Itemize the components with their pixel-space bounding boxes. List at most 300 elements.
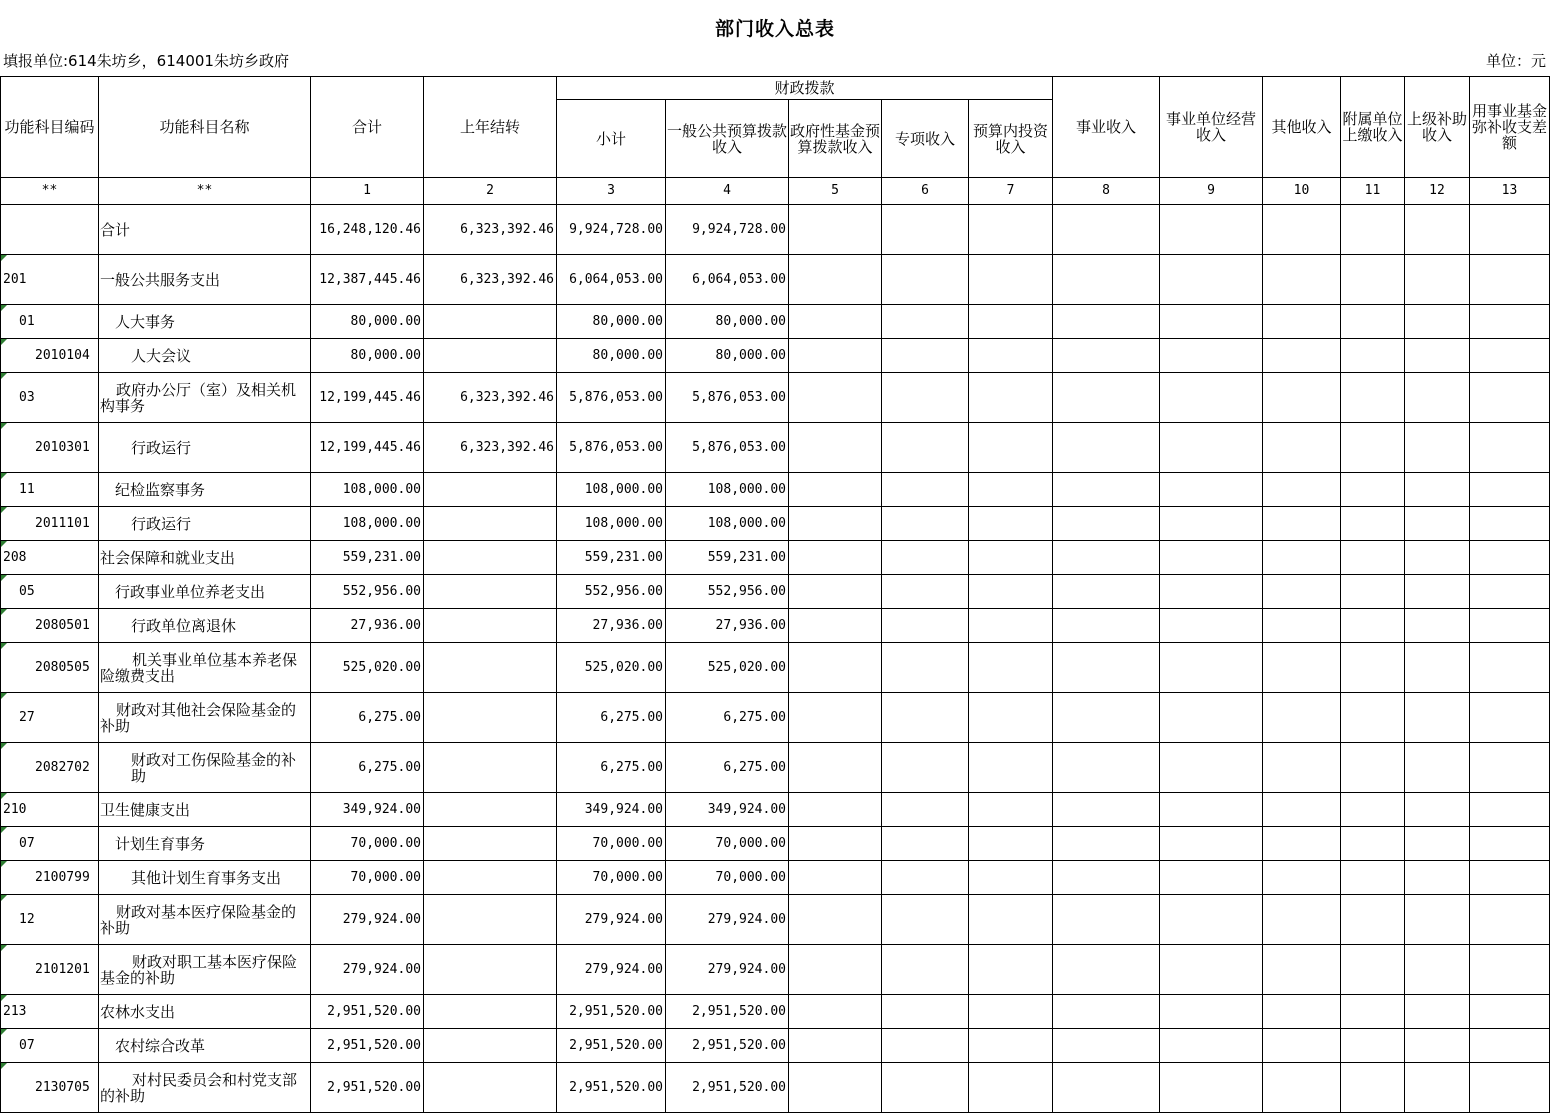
empty-cell xyxy=(1053,507,1160,541)
empty-cell xyxy=(1160,743,1263,793)
empty-cell xyxy=(1470,541,1550,575)
empty-cell xyxy=(969,609,1053,643)
empty-cell xyxy=(1341,861,1405,895)
row-name: 财政对基本医疗保险基金的补助 xyxy=(99,895,311,945)
row-general: 6,275.00 xyxy=(666,693,789,743)
row-total: 80,000.00 xyxy=(311,305,424,339)
empty-cell xyxy=(1053,945,1160,995)
empty-cell xyxy=(1263,643,1341,693)
row-total: 552,956.00 xyxy=(311,575,424,609)
header-subtotal: 小计 xyxy=(557,100,666,178)
empty-cell xyxy=(1160,473,1263,507)
empty-cell xyxy=(969,693,1053,743)
empty-cell xyxy=(969,373,1053,423)
empty-cell xyxy=(882,507,969,541)
empty-cell xyxy=(969,423,1053,473)
empty-cell xyxy=(1053,575,1160,609)
currency-unit: 单位：元 xyxy=(1485,52,1546,70)
empty-cell xyxy=(1470,861,1550,895)
empty-cell xyxy=(789,643,882,693)
empty-cell xyxy=(1341,827,1405,861)
empty-cell xyxy=(1263,423,1341,473)
row-total: 12,199,445.46 xyxy=(311,423,424,473)
empty-cell xyxy=(1160,643,1263,693)
empty-cell xyxy=(882,609,969,643)
row-code: 07 xyxy=(1,827,99,861)
empty-cell xyxy=(1341,373,1405,423)
row-general: 559,231.00 xyxy=(666,541,789,575)
row-code: 2101201 xyxy=(1,945,99,995)
empty-cell xyxy=(1263,305,1341,339)
empty-cell xyxy=(969,507,1053,541)
empty-cell xyxy=(1160,609,1263,643)
empty-cell xyxy=(1053,895,1160,945)
row-name: 其他计划生育事务支出 xyxy=(99,861,311,895)
row-name: 社会保障和就业支出 xyxy=(99,541,311,575)
empty-cell xyxy=(1053,643,1160,693)
empty-cell xyxy=(1341,507,1405,541)
index-cell: 7 xyxy=(969,178,1053,205)
row-name: 农林水支出 xyxy=(99,995,311,1029)
empty-cell xyxy=(789,507,882,541)
empty-cell xyxy=(969,743,1053,793)
empty-cell xyxy=(1263,945,1341,995)
table-row xyxy=(1,541,1550,575)
row-total: 12,199,445.46 xyxy=(311,373,424,423)
empty-cell xyxy=(789,473,882,507)
row-name: 纪检监察事务 xyxy=(99,473,311,507)
empty-cell xyxy=(1263,861,1341,895)
row-name: 计划生育事务 xyxy=(99,827,311,861)
row-name: 对村民委员会和村党支部的补助 xyxy=(99,1063,311,1113)
row-subtotal: 27,936.00 xyxy=(557,609,666,643)
empty-cell xyxy=(1470,945,1550,995)
empty-cell xyxy=(1341,1063,1405,1113)
row-code: 201 xyxy=(1,255,99,305)
row-subtotal: 5,876,053.00 xyxy=(557,423,666,473)
empty-cell xyxy=(882,205,969,255)
empty-cell xyxy=(969,305,1053,339)
row-carry xyxy=(424,507,557,541)
empty-cell xyxy=(882,423,969,473)
empty-cell xyxy=(882,1063,969,1113)
table-row xyxy=(1,793,1550,827)
row-name: 财政对职工基本医疗保险基金的补助 xyxy=(99,945,311,995)
empty-cell xyxy=(882,827,969,861)
empty-cell xyxy=(1053,1029,1160,1063)
empty-cell xyxy=(969,205,1053,255)
table-row xyxy=(1,693,1550,743)
empty-cell xyxy=(882,995,969,1029)
row-name: 行政事业单位养老支出 xyxy=(99,575,311,609)
table-row xyxy=(1,1063,1550,1113)
row-general: 279,924.00 xyxy=(666,895,789,945)
table-row xyxy=(1,995,1550,1029)
empty-cell xyxy=(789,693,882,743)
empty-cell xyxy=(1405,861,1470,895)
empty-cell xyxy=(789,575,882,609)
row-subtotal: 80,000.00 xyxy=(557,339,666,373)
empty-cell xyxy=(789,1063,882,1113)
header-upper: 上级补助收入 xyxy=(1405,77,1470,178)
row-name: 财政对工伤保险基金的补助 xyxy=(99,743,311,793)
empty-cell xyxy=(1470,1063,1550,1113)
row-total: 559,231.00 xyxy=(311,541,424,575)
row-code: 2080501 xyxy=(1,609,99,643)
empty-cell xyxy=(1263,1063,1341,1113)
row-carry xyxy=(424,541,557,575)
header-code: 功能科目编码 xyxy=(1,77,99,178)
row-total: 349,924.00 xyxy=(311,793,424,827)
empty-cell xyxy=(789,373,882,423)
empty-cell xyxy=(882,861,969,895)
header-affiliated: 附属单位上缴收入 xyxy=(1341,77,1405,178)
empty-cell xyxy=(789,339,882,373)
empty-cell xyxy=(1160,205,1263,255)
empty-cell xyxy=(1470,743,1550,793)
empty-cell xyxy=(1470,255,1550,305)
empty-cell xyxy=(882,1029,969,1063)
empty-cell xyxy=(882,643,969,693)
row-subtotal: 70,000.00 xyxy=(557,861,666,895)
empty-cell xyxy=(1160,827,1263,861)
row-total: 279,924.00 xyxy=(311,895,424,945)
empty-cell xyxy=(1470,339,1550,373)
row-general: 108,000.00 xyxy=(666,507,789,541)
row-general: 80,000.00 xyxy=(666,339,789,373)
table-row xyxy=(1,423,1550,473)
row-subtotal: 9,924,728.00 xyxy=(557,205,666,255)
table-body xyxy=(1,205,1550,1113)
empty-cell xyxy=(882,339,969,373)
row-code: 2011101 xyxy=(1,507,99,541)
empty-cell xyxy=(1405,995,1470,1029)
row-code: 2130705 xyxy=(1,1063,99,1113)
empty-cell xyxy=(969,473,1053,507)
empty-cell xyxy=(1053,205,1160,255)
empty-cell xyxy=(1341,423,1405,473)
empty-cell xyxy=(1405,1063,1470,1113)
empty-cell xyxy=(1341,473,1405,507)
row-total: 279,924.00 xyxy=(311,945,424,995)
row-name: 合计 xyxy=(99,205,311,255)
empty-cell xyxy=(1470,423,1550,473)
empty-cell xyxy=(1470,473,1550,507)
empty-cell xyxy=(1405,1029,1470,1063)
row-carry xyxy=(424,305,557,339)
header-operating: 事业单位经营收入 xyxy=(1160,77,1263,178)
empty-cell xyxy=(1405,373,1470,423)
empty-cell xyxy=(1470,793,1550,827)
index-cell: ** xyxy=(1,178,99,205)
row-name: 行政运行 xyxy=(99,423,311,473)
row-name: 人大会议 xyxy=(99,339,311,373)
row-subtotal: 2,951,520.00 xyxy=(557,1063,666,1113)
empty-cell xyxy=(1341,305,1405,339)
empty-cell xyxy=(789,541,882,575)
index-cell: 1 xyxy=(311,178,424,205)
row-total: 2,951,520.00 xyxy=(311,1063,424,1113)
empty-cell xyxy=(882,373,969,423)
empty-cell xyxy=(1405,305,1470,339)
row-general: 2,951,520.00 xyxy=(666,1029,789,1063)
empty-cell xyxy=(1160,373,1263,423)
empty-cell xyxy=(1470,895,1550,945)
empty-cell xyxy=(882,541,969,575)
header-general: 一般公共预算拨款收入 xyxy=(666,100,789,178)
row-general: 349,924.00 xyxy=(666,793,789,827)
empty-cell xyxy=(1263,255,1341,305)
table-row xyxy=(1,861,1550,895)
index-cell: 9 xyxy=(1160,178,1263,205)
empty-cell xyxy=(1160,305,1263,339)
row-name: 机关事业单位基本养老保险缴费支出 xyxy=(99,643,311,693)
row-carry xyxy=(424,945,557,995)
row-total: 70,000.00 xyxy=(311,861,424,895)
empty-cell xyxy=(969,1063,1053,1113)
header-govfund: 政府性基金预算拨款收入 xyxy=(789,100,882,178)
row-total: 16,248,120.46 xyxy=(311,205,424,255)
empty-cell xyxy=(1470,373,1550,423)
empty-cell xyxy=(1053,473,1160,507)
row-general: 525,020.00 xyxy=(666,643,789,693)
row-code: 208 xyxy=(1,541,99,575)
empty-cell xyxy=(1341,339,1405,373)
table-row xyxy=(1,305,1550,339)
row-subtotal: 559,231.00 xyxy=(557,541,666,575)
empty-cell xyxy=(789,995,882,1029)
row-carry: 6,323,392.46 xyxy=(424,423,557,473)
row-subtotal: 279,924.00 xyxy=(557,895,666,945)
empty-cell xyxy=(882,305,969,339)
row-subtotal: 349,924.00 xyxy=(557,793,666,827)
table-row xyxy=(1,255,1550,305)
empty-cell xyxy=(1341,945,1405,995)
empty-cell xyxy=(1341,575,1405,609)
empty-cell xyxy=(882,693,969,743)
header-fiscal-group: 财政拨款 xyxy=(557,77,1053,100)
row-code: 2100799 xyxy=(1,861,99,895)
table-row xyxy=(1,827,1550,861)
row-carry xyxy=(424,609,557,643)
empty-cell xyxy=(789,305,882,339)
row-general: 5,876,053.00 xyxy=(666,373,789,423)
row-general: 2,951,520.00 xyxy=(666,995,789,1029)
empty-cell xyxy=(1341,643,1405,693)
empty-cell xyxy=(1341,693,1405,743)
empty-cell xyxy=(789,827,882,861)
empty-cell xyxy=(789,423,882,473)
empty-cell xyxy=(789,743,882,793)
empty-cell xyxy=(1470,693,1550,743)
empty-cell xyxy=(1053,373,1160,423)
table-row xyxy=(1,1029,1550,1063)
row-carry xyxy=(424,743,557,793)
table-row xyxy=(1,373,1550,423)
empty-cell xyxy=(1405,473,1470,507)
row-code: 27 xyxy=(1,693,99,743)
table-row xyxy=(1,743,1550,793)
empty-cell xyxy=(1053,693,1160,743)
empty-cell xyxy=(1341,793,1405,827)
table-row xyxy=(1,205,1550,255)
empty-cell xyxy=(1160,861,1263,895)
row-carry xyxy=(424,861,557,895)
empty-cell xyxy=(1160,507,1263,541)
empty-cell xyxy=(789,255,882,305)
empty-cell xyxy=(882,793,969,827)
empty-cell xyxy=(1341,205,1405,255)
header-invest: 预算内投资收入 xyxy=(969,100,1053,178)
empty-cell xyxy=(1263,373,1341,423)
empty-cell xyxy=(1405,827,1470,861)
row-name: 农村综合改革 xyxy=(99,1029,311,1063)
row-subtotal: 6,275.00 xyxy=(557,693,666,743)
row-name: 行政单位离退休 xyxy=(99,609,311,643)
empty-cell xyxy=(1263,1029,1341,1063)
row-carry xyxy=(424,895,557,945)
index-cell: 8 xyxy=(1053,178,1160,205)
row-code: 03 xyxy=(1,373,99,423)
row-general: 80,000.00 xyxy=(666,305,789,339)
empty-cell xyxy=(789,945,882,995)
table-row xyxy=(1,507,1550,541)
empty-cell xyxy=(1263,793,1341,827)
empty-cell xyxy=(969,827,1053,861)
row-carry xyxy=(424,1063,557,1113)
empty-cell xyxy=(1053,1063,1160,1113)
table-row xyxy=(1,609,1550,643)
empty-cell xyxy=(1341,1029,1405,1063)
row-subtotal: 70,000.00 xyxy=(557,827,666,861)
header-fund: 用事业基金弥补收支差额 xyxy=(1470,77,1550,178)
reporting-unit: 填报单位:614朱坊乡，614001朱坊乡政府 xyxy=(3,52,289,70)
row-general: 27,936.00 xyxy=(666,609,789,643)
row-total: 2,951,520.00 xyxy=(311,1029,424,1063)
empty-cell xyxy=(1470,205,1550,255)
index-cell: 11 xyxy=(1341,178,1405,205)
empty-cell xyxy=(1263,507,1341,541)
row-general: 6,275.00 xyxy=(666,743,789,793)
empty-cell xyxy=(1405,793,1470,827)
row-carry: 6,323,392.46 xyxy=(424,255,557,305)
page-title: 部门收入总表 xyxy=(714,18,835,40)
empty-cell xyxy=(1405,205,1470,255)
row-general: 5,876,053.00 xyxy=(666,423,789,473)
row-name: 卫生健康支出 xyxy=(99,793,311,827)
row-general: 552,956.00 xyxy=(666,575,789,609)
row-total: 2,951,520.00 xyxy=(311,995,424,1029)
row-subtotal: 5,876,053.00 xyxy=(557,373,666,423)
empty-cell xyxy=(1405,643,1470,693)
index-cell: 6 xyxy=(882,178,969,205)
header-other: 其他收入 xyxy=(1263,77,1341,178)
empty-cell xyxy=(1263,995,1341,1029)
header-total: 合计 xyxy=(311,77,424,178)
row-subtotal: 525,020.00 xyxy=(557,643,666,693)
empty-cell xyxy=(1160,541,1263,575)
row-general: 2,951,520.00 xyxy=(666,1063,789,1113)
row-carry xyxy=(424,473,557,507)
empty-cell xyxy=(1160,793,1263,827)
empty-cell xyxy=(1263,693,1341,743)
empty-cell xyxy=(1405,945,1470,995)
empty-cell xyxy=(1263,575,1341,609)
empty-cell xyxy=(969,575,1053,609)
empty-cell xyxy=(1341,743,1405,793)
row-carry xyxy=(424,1029,557,1063)
row-total: 6,275.00 xyxy=(311,693,424,743)
empty-cell xyxy=(1263,895,1341,945)
row-subtotal: 108,000.00 xyxy=(557,473,666,507)
row-code: 2082702 xyxy=(1,743,99,793)
row-total: 80,000.00 xyxy=(311,339,424,373)
empty-cell xyxy=(1053,793,1160,827)
header-name: 功能科目名称 xyxy=(99,77,311,178)
index-cell: 4 xyxy=(666,178,789,205)
empty-cell xyxy=(1053,743,1160,793)
row-code: 11 xyxy=(1,473,99,507)
row-code: 05 xyxy=(1,575,99,609)
empty-cell xyxy=(1470,995,1550,1029)
row-carry xyxy=(424,643,557,693)
empty-cell xyxy=(1405,609,1470,643)
empty-cell xyxy=(1341,995,1405,1029)
row-subtotal: 6,275.00 xyxy=(557,743,666,793)
row-subtotal: 279,924.00 xyxy=(557,945,666,995)
header-special: 专项收入 xyxy=(882,100,969,178)
empty-cell xyxy=(1160,895,1263,945)
empty-cell xyxy=(1405,743,1470,793)
row-total: 525,020.00 xyxy=(311,643,424,693)
empty-cell xyxy=(969,339,1053,373)
empty-cell xyxy=(1263,473,1341,507)
row-general: 279,924.00 xyxy=(666,945,789,995)
empty-cell xyxy=(789,1029,882,1063)
row-general: 6,064,053.00 xyxy=(666,255,789,305)
empty-cell xyxy=(969,861,1053,895)
empty-cell xyxy=(1470,827,1550,861)
row-carry xyxy=(424,827,557,861)
empty-cell xyxy=(1053,861,1160,895)
empty-cell xyxy=(1263,339,1341,373)
index-cell: 12 xyxy=(1405,178,1470,205)
index-cell: 10 xyxy=(1263,178,1341,205)
empty-cell xyxy=(789,609,882,643)
index-cell: ** xyxy=(99,178,311,205)
empty-cell xyxy=(1405,423,1470,473)
empty-cell xyxy=(1053,609,1160,643)
empty-cell xyxy=(1053,339,1160,373)
empty-cell xyxy=(1470,507,1550,541)
row-carry: 6,323,392.46 xyxy=(424,205,557,255)
empty-cell xyxy=(882,575,969,609)
row-code xyxy=(1,205,99,255)
empty-cell xyxy=(1405,575,1470,609)
row-carry xyxy=(424,995,557,1029)
empty-cell xyxy=(969,895,1053,945)
row-code: 2010301 xyxy=(1,423,99,473)
empty-cell xyxy=(789,895,882,945)
empty-cell xyxy=(1470,305,1550,339)
table-row xyxy=(1,945,1550,995)
row-carry xyxy=(424,793,557,827)
empty-cell xyxy=(1263,205,1341,255)
row-general: 9,924,728.00 xyxy=(666,205,789,255)
empty-cell xyxy=(1160,995,1263,1029)
empty-cell xyxy=(969,793,1053,827)
row-name: 人大事务 xyxy=(99,305,311,339)
